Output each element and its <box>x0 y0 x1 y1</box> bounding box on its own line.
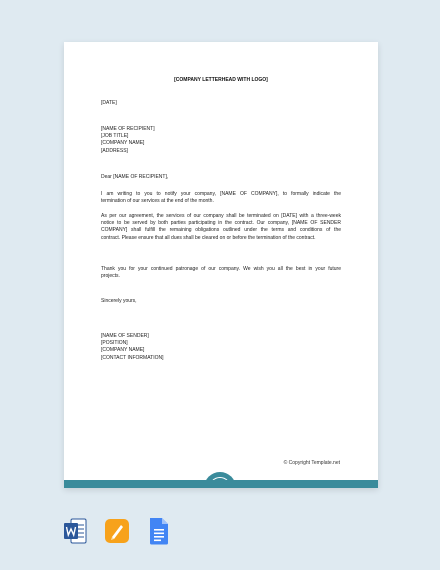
paragraph-2: As per our agreement, the services of our company shall be terminated on [DATE] with a three-week notice to be served by both parties participating in the contract. Our company, [NAME OF SENDER COMPANY] shall fulfill the remaining obligations outlined under the terms and conditions of the contract. Please ensure that all dues shall be cleared on or before the termination of the contract. <box>101 213 341 241</box>
paragraph-3: Thank you for your continued patronage of our company. We wish you all the best in your future projects. <box>101 266 341 280</box>
sender-position: [POSITION] <box>101 340 128 347</box>
recipient-block <box>101 126 341 155</box>
google-docs-icon[interactable] <box>147 517 171 545</box>
letter-page <box>64 42 378 488</box>
recipient-name: [NAME OF RECIPIENT] <box>101 126 155 132</box>
closing: Sincerely yours, <box>101 298 137 304</box>
paragraph-1: I am writing to you to notify your company, [NAME OF COMPANY], to formally indicate the termination of our services at the end of the month. <box>101 191 341 205</box>
pages-icon[interactable] <box>105 517 129 545</box>
letter-date: [DATE] <box>101 100 117 106</box>
app-icons <box>63 517 173 547</box>
salutation: Dear [NAME OF RECIPIENT], <box>101 174 169 180</box>
footer-bar <box>64 480 378 488</box>
sender-company: [COMPANY NAME] <box>101 347 145 354</box>
recipient-address: [ADDRESS] <box>101 147 128 154</box>
sender-block <box>101 333 341 362</box>
recipient-job-title: [JOB TITLE] <box>101 133 129 140</box>
sender-contact: [CONTACT INFORMATION] <box>101 354 164 361</box>
sender-name: [NAME OF SENDER] <box>101 333 149 339</box>
recipient-company: [COMPANY NAME] <box>101 140 145 147</box>
letter-heading: [COMPANY LETTERHEAD WITH LOGO] <box>174 77 268 83</box>
copyright-text: © Copyright Template.net <box>283 460 340 466</box>
word-icon[interactable] <box>63 517 87 545</box>
